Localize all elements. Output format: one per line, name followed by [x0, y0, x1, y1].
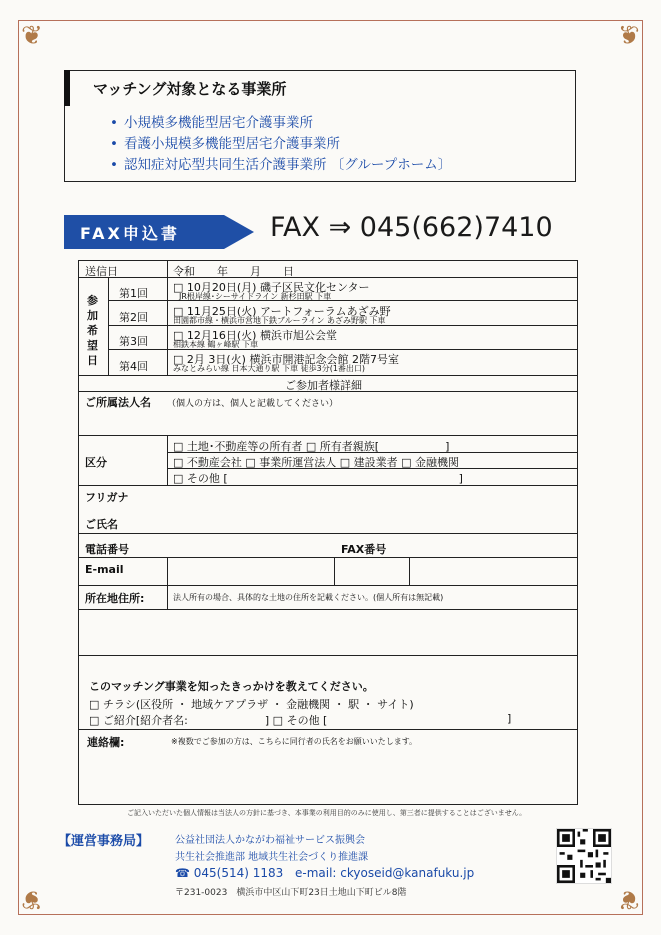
session-1-checkbox[interactable]: □ 10月20日(月) 磯子区民文化センター	[173, 281, 370, 294]
contact-note: ※複数でご参加の方は、こちらに同行者の氏名をお願いいたします。	[171, 737, 418, 746]
qr-code-icon[interactable]	[556, 828, 612, 884]
ornament-icon: ❦	[21, 884, 43, 914]
privacy-note: ご記入いただいた個人情報は当法人の方針に基づき、本事業の利用目的のみに使用し、第三者に提供することはございません。	[127, 809, 527, 817]
session-2-checkbox[interactable]: □ 11月25日(火) アートフォーラムあざみ野	[173, 305, 391, 318]
ornament-icon: ❦	[618, 884, 640, 914]
category-label: 区分	[85, 456, 107, 469]
bullet-icon: •	[110, 136, 118, 152]
session-2-access: 田園都市線・横浜市営地下鉄ブルーライン あざみ野駅 下車	[173, 316, 386, 325]
org-note: （個人の方は、個人と記載してください）	[167, 399, 339, 409]
session-3-checkbox[interactable]: □ 12月16日(火) 横浜市旭公会堂	[173, 329, 337, 342]
org-label: ご所属法人名	[85, 396, 151, 409]
target-title: マッチング対象となる事業所	[93, 80, 287, 98]
office-name: 公益社団法人かながわ福祉サービス振興会	[175, 835, 365, 846]
contact-label: 連絡欄:	[87, 736, 125, 749]
application-form	[78, 260, 578, 805]
title-accent-bar	[64, 70, 70, 106]
trigger-row-1[interactable]: □ チラシ(区役所 ・ 地域ケアプラザ ・ 金融機関 ・ 駅 ・ サイト)	[89, 698, 414, 711]
list-item: • 小規模多機能型居宅介護事業所	[110, 113, 451, 134]
fax-banner	[64, 215, 254, 249]
office-email[interactable]: e-mail: ckyoseid@kanafuku.jp	[295, 866, 475, 880]
list-item: • 認知症対応型共同生活介護事業所 〔グループホーム〕	[110, 155, 451, 176]
list-item: • 看護小規模多機能型居宅介護事業所	[110, 134, 451, 155]
bullet-icon: •	[110, 157, 118, 173]
category-row-2[interactable]: □ 不動産会社 □ 事業所運営法人 □ 建設業者 □ 金融機関	[173, 456, 460, 469]
session-4-access: みなとみらい線 日本大通り駅 下車 徒歩3分(1番出口)	[173, 364, 366, 373]
office-address: 〒231-0023 横浜市中区山下町23日土地山下町ビル8階	[175, 888, 407, 898]
fax-label: FAX番号	[341, 543, 387, 556]
target-list	[110, 113, 451, 176]
session-1-label: 第1回	[119, 287, 148, 300]
address-label: 所在地住所:	[85, 592, 145, 605]
send-date-field[interactable]: 令和 年 月 日	[173, 265, 294, 278]
session-1-access: JR根岸線･シーサイドライン 新杉田駅 下車	[179, 292, 332, 301]
name-label: ご氏名	[85, 518, 118, 531]
email-label: E-mail	[85, 563, 124, 576]
phone-label: 電話番号	[85, 543, 129, 556]
office-phone[interactable]: ☎ 045(514) 1183	[175, 866, 284, 880]
participation-label: 参加希望日	[87, 294, 98, 367]
trigger-row-2-close: ]	[507, 712, 512, 725]
trigger-row-2[interactable]: □ ご紹介[紹介者名: ] □ その他 [	[89, 714, 328, 727]
session-4-label: 第4回	[119, 360, 148, 373]
session-3-access: 相鉄本線 鶴ヶ峰駅 下車	[173, 340, 259, 349]
session-4-checkbox[interactable]: □ 2月 3日(火) 横浜市開港記念会館 2階7号室	[173, 353, 399, 366]
address-note: 法人所有の場合、具体的な土地の住所を記載ください。(個人所有は無記載)	[173, 593, 444, 602]
furigana-label: フリガナ	[85, 491, 129, 504]
trigger-question: このマッチング事業を知ったきっかけを教えてください。	[89, 680, 374, 693]
bullet-icon: •	[110, 115, 118, 131]
office-tag: 【運営事務局】	[58, 834, 150, 849]
session-3-label: 第3回	[119, 335, 148, 348]
details-header: ご参加者様詳細	[285, 379, 362, 392]
office-department: 共生社会推進部 地域共生社会づくり推進課	[175, 852, 369, 863]
session-2-label: 第2回	[119, 311, 148, 324]
send-date-label: 送信日	[85, 265, 118, 278]
ornament-icon: ❦	[21, 21, 43, 51]
ornament-icon: ❦	[618, 21, 640, 51]
fax-number: FAX ⇒ 045(662)7410	[270, 212, 553, 243]
category-row-3[interactable]: □ その他 [ ]	[173, 472, 463, 485]
category-row-1[interactable]: □ 土地･不動産等の所有者 □ 所有者親族[ ]	[173, 440, 450, 453]
fax-banner-label: FAX申込書	[80, 224, 180, 243]
